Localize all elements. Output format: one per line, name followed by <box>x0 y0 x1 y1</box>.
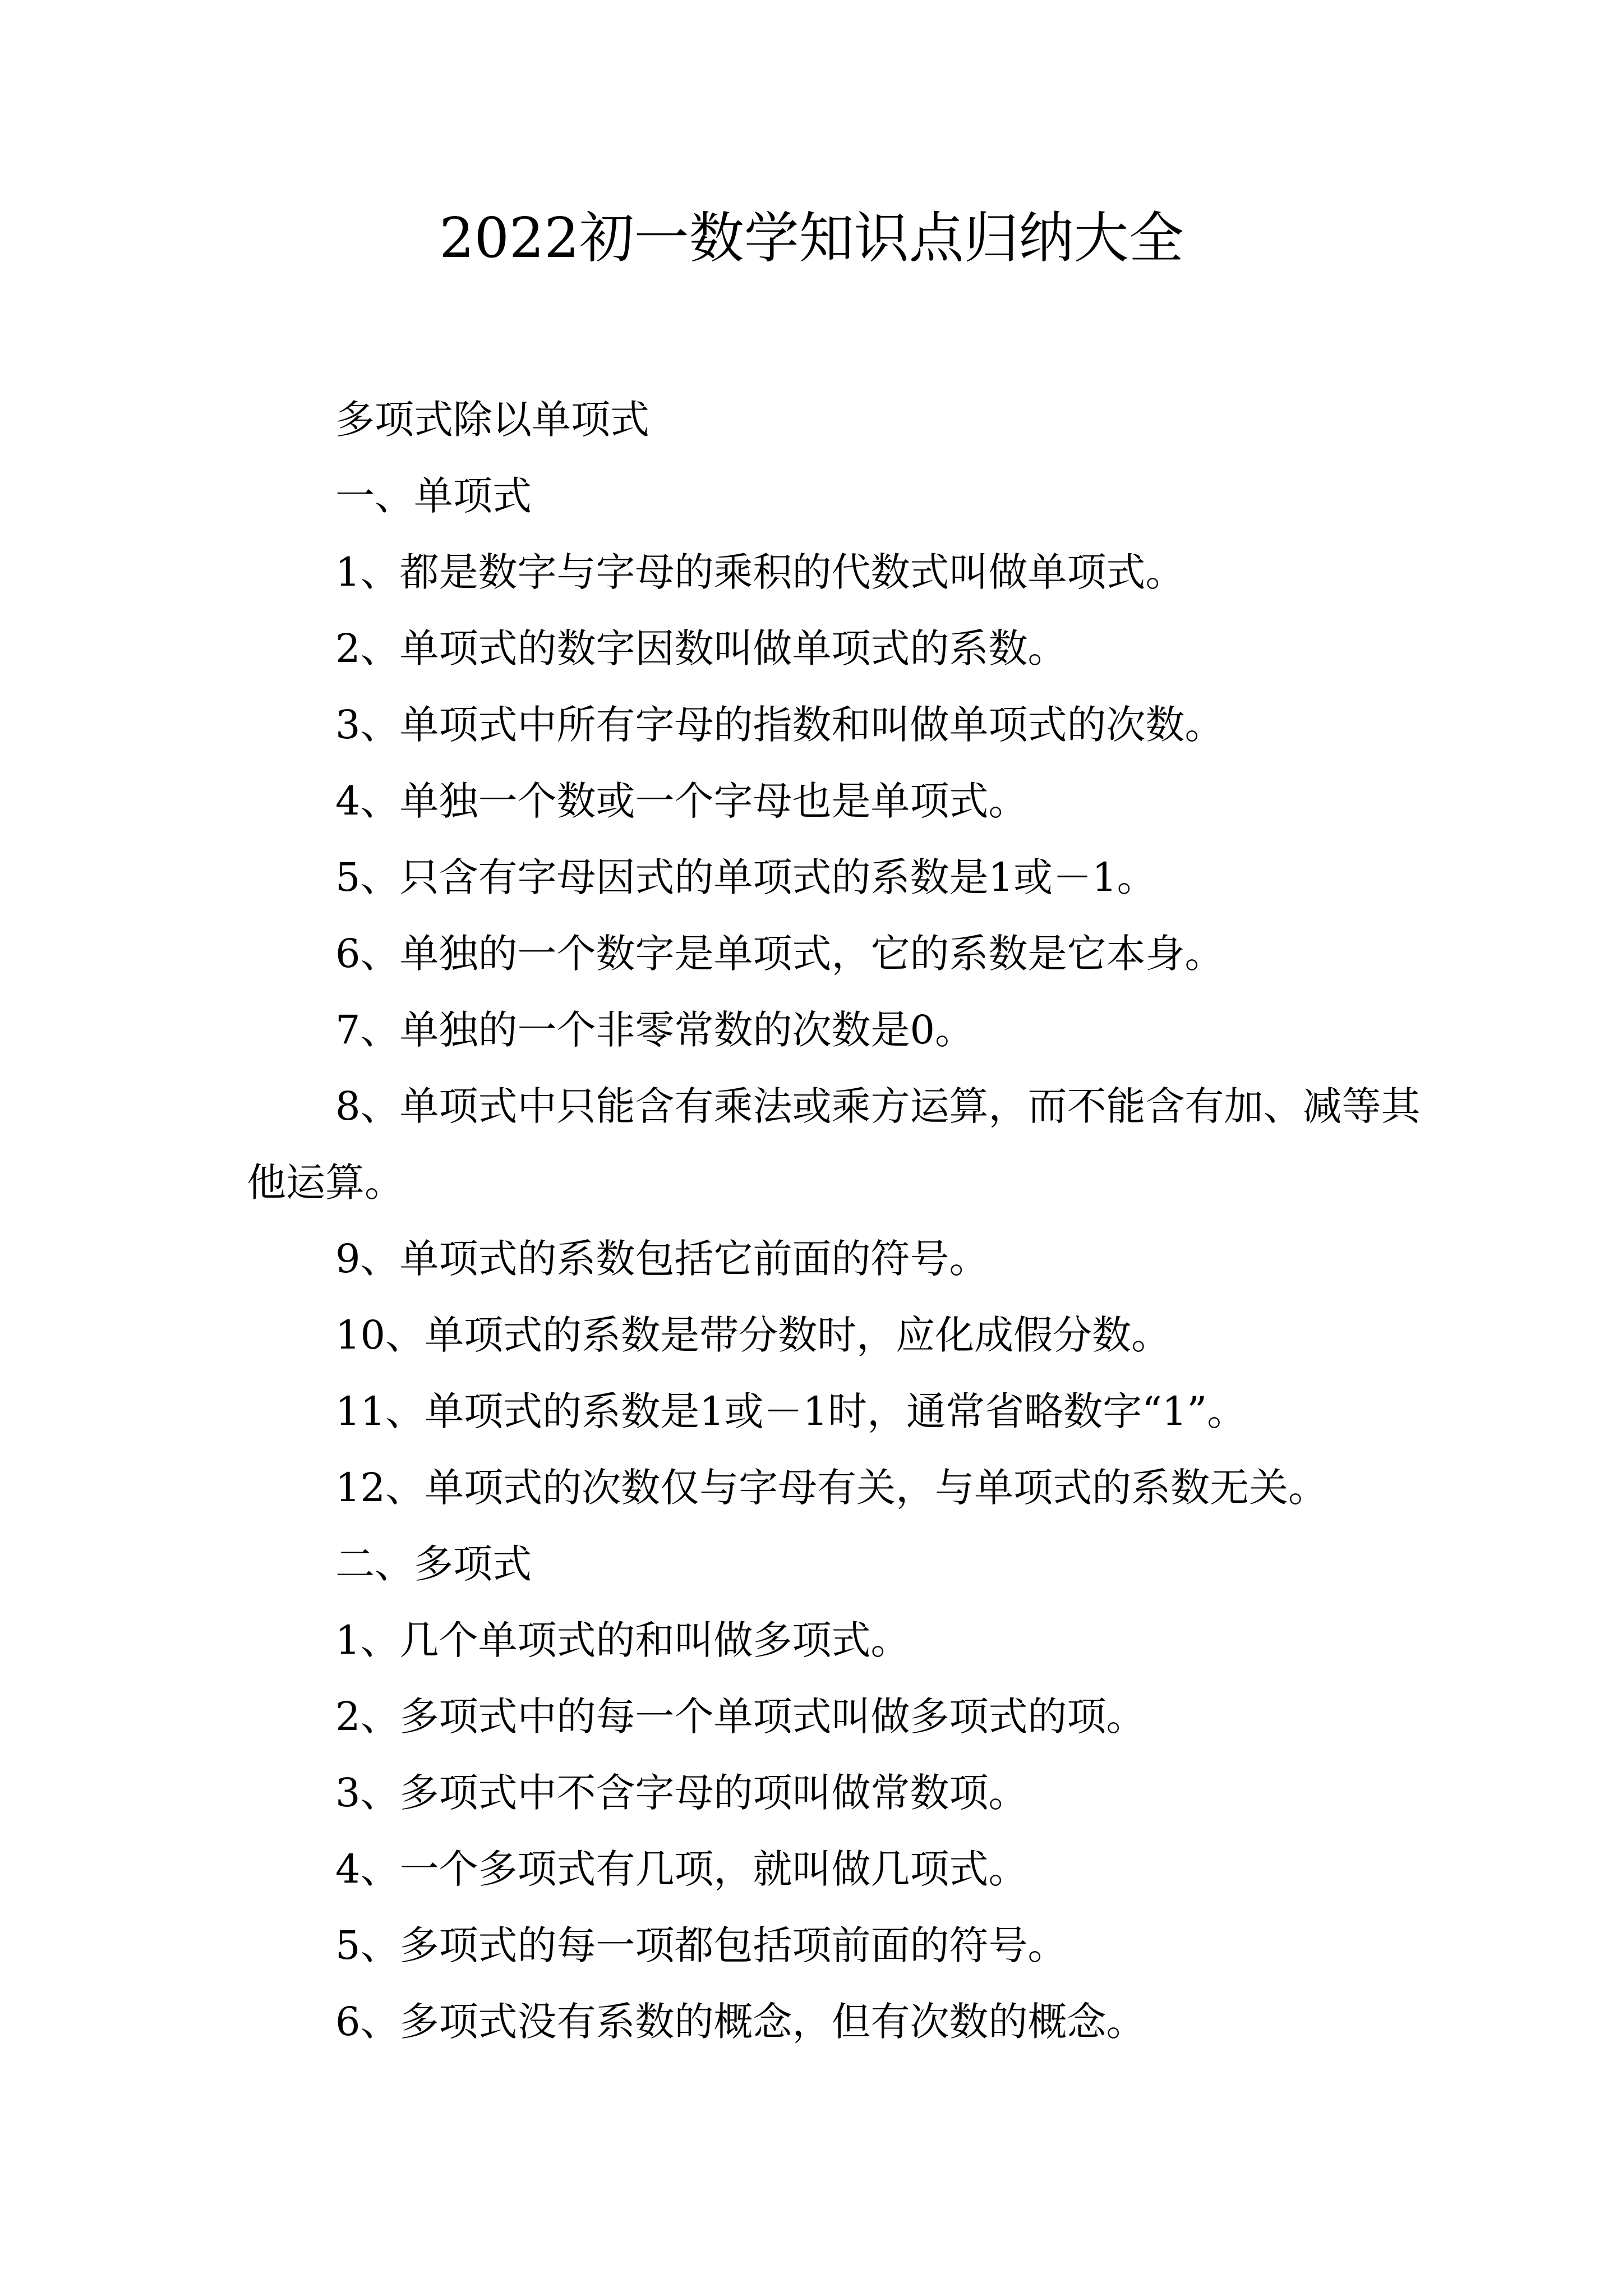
list-item: 9、单项式的系数包括它前面的符号。 <box>335 1236 989 1282</box>
page-title: 2022初一数学知识点归纳大全 <box>439 206 1184 270</box>
list-item: 10、单项式的系数是带分数时，应化成假分数。 <box>335 1312 1171 1358</box>
list-item: 5、多项式的每一项都包括项前面的符号。 <box>335 1922 1067 1968</box>
list-item: 3、多项式中不含字母的项叫做常数项。 <box>335 1770 1028 1816</box>
document-body <box>247 381 1424 2060</box>
list-item: 5、只含有字母因式的单项式的系数是1或－1。 <box>335 854 1156 900</box>
list-item: 1、几个单项式的和叫做多项式。 <box>335 1617 910 1663</box>
list-item: 2、多项式中的每一个单项式叫做多项式的项。 <box>335 1694 1146 1740</box>
list-item: 7、单独的一个非零常数的次数是0。 <box>335 1007 975 1053</box>
list-item: 4、一个多项式有几项，就叫做几项式。 <box>335 1846 1028 1892</box>
list-item: 1、都是数字与字母的乘积的代数式叫做单项式。 <box>335 549 1185 595</box>
list-item: 6、单独的一个数字是单项式，它的系数是它本身。 <box>335 931 1224 977</box>
list-item: 8、单项式中只能含有乘法或乘方运算，而不能含有加、减等其他运算。 <box>247 1083 1421 1205</box>
list-item: 4、单独一个数或一个字母也是单项式。 <box>335 778 1028 824</box>
section-heading: 二、多项式 <box>335 1541 532 1587</box>
section-heading: 一、单项式 <box>335 473 532 519</box>
list-item: 6、多项式没有系数的概念，但有次数的概念。 <box>335 1999 1146 2045</box>
list-item: 12、单项式的次数仅与字母有关，与单项式的系数无关。 <box>335 1465 1328 1511</box>
list-item: 2、单项式的数字因数叫做单项式的系数。 <box>335 625 1067 671</box>
section-heading: 多项式除以单项式 <box>335 397 649 443</box>
list-item: 3、单项式中所有字母的指数和叫做单项式的次数。 <box>335 702 1224 748</box>
list-item: 11、单项式的系数是1或－1时，通常省略数字“1”。 <box>335 1388 1247 1434</box>
